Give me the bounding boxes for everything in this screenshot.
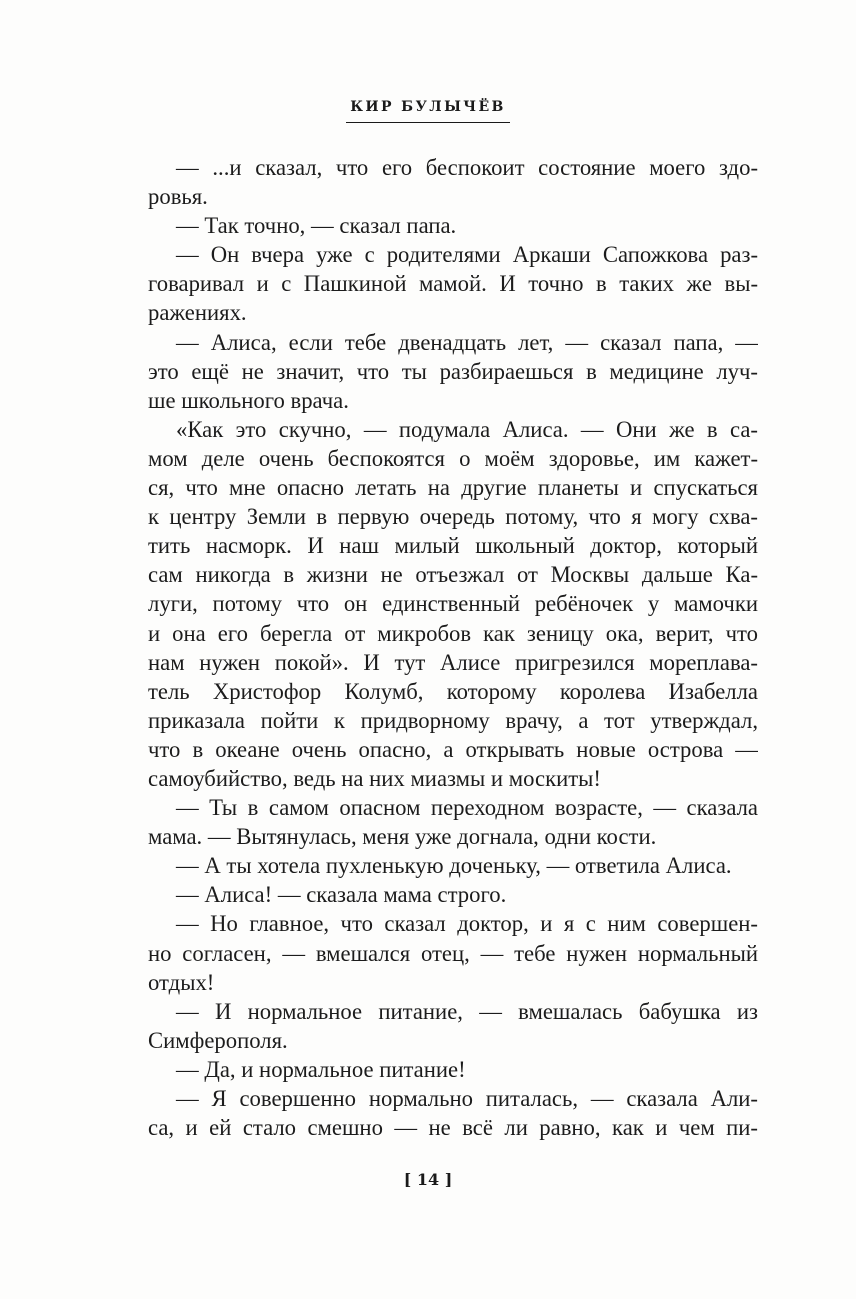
text-line: тить насморк. И наш милый школьный доктор, который xyxy=(148,533,758,559)
text-line: — А ты хотела пухленькую доченьку, — ответила Алиса. xyxy=(176,853,732,879)
text-line: — Да, и нормальное питание! xyxy=(176,1056,466,1082)
text-line: мама. — Вытянулась, меня уже догнала, одни кости. xyxy=(148,824,657,850)
text-line: ше школьного врача. xyxy=(148,387,349,413)
text-line: самоубийство, ведь на них миазмы и москиты! xyxy=(148,765,601,791)
text-line: говаривал и с Пашкиной мамой. И точно в таких же вы- xyxy=(148,271,758,297)
text-line: что в океане очень опасно, а открывать новые острова — xyxy=(148,736,758,762)
text-line: ражениях. xyxy=(148,300,247,326)
text-line: луги, потому что он единственный ребёночек у мамочки xyxy=(148,591,758,617)
text-line: к центру Земли в первую очередь потому, что я могу схва- xyxy=(148,504,758,530)
text-line: «Как это скучно, — подумала Алиса. — Они же в са- xyxy=(176,416,758,442)
text-line: сам никогда в жизни не отъезжал от Москвы дальше Ка- xyxy=(148,562,758,588)
text-line: — Алиса, если тебе двенадцать лет, — сказал папа, — xyxy=(176,329,758,355)
text-line: отдых! xyxy=(148,969,215,995)
text-line: — Он вчера уже с родителями Аркаши Сапожкова раз- xyxy=(176,242,758,268)
text-line: — Ты в самом опасном переходном возрасте, — сказала xyxy=(176,795,758,821)
text-line: ся, что мне опасно летать на другие планеты и спускаться xyxy=(148,475,758,501)
text-line: Симферополя. xyxy=(148,1027,288,1053)
running-head xyxy=(0,98,856,123)
text-line: — Алиса! — сказала мама строго. xyxy=(176,882,507,908)
text-line: это ещё не значит, что ты разбираешься в медицине луч- xyxy=(148,358,758,384)
text-line: и она его берегла от микробов как зеницу ока, верит, что xyxy=(148,620,758,646)
running-head-author: КИР БУЛЫЧЁВ xyxy=(346,99,510,123)
text-line: тель Христофор Колумб, которому королева Изабелла xyxy=(148,678,758,704)
text-line: — ...и сказал, что его беспокоит состояние моего здо- xyxy=(176,155,758,180)
text-line: нам нужен покой». И тут Алисе пригрезился мореплава- xyxy=(148,649,758,675)
text-line: са, и ей стало смешно — не всё ли равно, как и чем пи- xyxy=(148,1115,758,1141)
text-line: но согласен, — вмешался отец, — тебе нужен нормальный xyxy=(148,940,758,966)
text-line: ровья. xyxy=(148,184,208,210)
text-line: — Но главное, что сказал доктор, и я с ним совершен- xyxy=(176,911,758,937)
text-line: — Я совершенно нормально питалась, — сказала Али- xyxy=(176,1086,758,1111)
text-line: приказала пойти к придворному врачу, а тот утверждал, xyxy=(148,707,758,733)
page-number: [ 14 ] xyxy=(403,1170,453,1189)
text-line: — И нормальное питание, — вмешалась бабушка из xyxy=(176,998,758,1024)
body-text xyxy=(148,153,758,1142)
text-line: мом деле очень беспокоятся о моём здоровье, им кажет- xyxy=(148,445,758,471)
text-line: — Так точно, — сказал папа. xyxy=(176,213,457,239)
